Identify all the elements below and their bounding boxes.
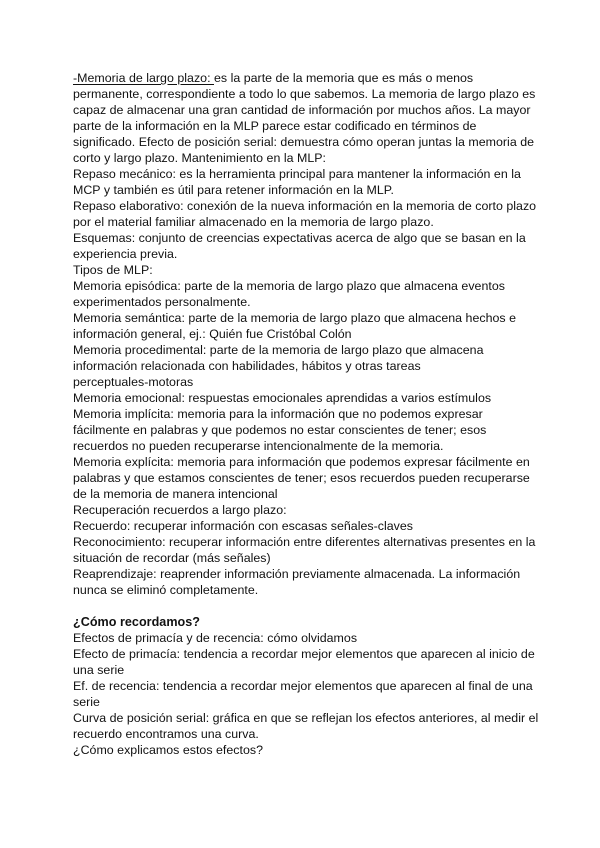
text-line: Repaso mecánico: es la herramienta principal para mantener la información en la [73, 167, 521, 181]
text-line: significado. Efecto de posición serial: demuestra cómo operan juntas la memoria de [73, 135, 535, 149]
text-line: parte de la información en la MLP parece estar codificado en términos de [73, 119, 477, 133]
text-line: información general, ej.: Quién fue Cristóbal Colón [73, 327, 352, 341]
text-line: de la memoria de manera intencional [73, 487, 278, 501]
text-line: experimentados personalmente. [73, 295, 251, 309]
text-line: palabras y que estamos conscientes de tener; esos recuerdos pueden recuperarse [73, 471, 530, 485]
text-line: Memoria implícita: memoria para la información que no podemos expresar [73, 407, 483, 421]
text-line: Efectos de primacía y de recencia: cómo olvidamos [73, 631, 358, 645]
text-line: serie [73, 695, 100, 709]
text-line: una serie [73, 663, 125, 677]
text-line: fácilmente en palabras y que podemos no estar conscientes de tener; esos [73, 423, 487, 437]
text-line: perceptuales-motoras [73, 375, 194, 389]
text-line: Curva de posición serial: gráfica en que se reflejan los efectos anteriores, al medir el [73, 711, 539, 725]
text-line: Reaprendizaje: reaprender información previamente almacenada. La información [73, 567, 521, 581]
text-line: información relacionada con habilidades, hábitos y otras tareas [73, 359, 421, 373]
text-line: Memoria emocional: respuestas emocionales aprendidas a varios estímulos [73, 391, 492, 405]
text-line: MCP y también es útil para retener información en la MLP. [73, 183, 394, 197]
intro-line [73, 70, 473, 86]
text-line: ¿Cómo explicamos estos efectos? [73, 743, 264, 757]
text-line: experiencia previa. [73, 247, 178, 261]
text-line: Esquemas: conjunto de creencias expectativas acerca de algo que se basan en la [73, 231, 526, 245]
text-line: permanente, correspondiente a todo lo que sabemos. La memoria de largo plazo es [73, 87, 536, 101]
text-line: Tipos de MLP: [73, 263, 153, 277]
text-line: Memoria procedimental: parte de la memoria de largo plazo que almacena [73, 343, 484, 357]
term-memoria-largo-plazo: -Memoria de largo plazo: [73, 71, 214, 85]
text-line: Repaso elaborativo: conexión de la nueva información en la memoria de corto plazo [73, 199, 537, 213]
text-line: Reconocimiento: recuperar información entre diferentes alternativas presentes en la [73, 535, 536, 549]
text-line: Memoria episódica: parte de la memoria de largo plazo que almacena eventos [73, 279, 505, 293]
text-line: Recuperación recuerdos a largo plazo: [73, 503, 287, 517]
section-heading: ¿Cómo recordamos? [73, 615, 200, 629]
text-line: Efecto de primacía: tendencia a recordar mejor elementos que aparecen al inicio de [73, 647, 535, 661]
text-line: nunca se eliminó completamente. [73, 583, 259, 597]
intro-definition: es la parte de la memoria que es más o menos [214, 71, 474, 85]
text-line: Recuerdo: recuperar información con escasas señales-claves [73, 519, 414, 533]
text-line: Ef. de recencia: tendencia a recordar mejor elementos que aparecen al final de una [73, 679, 533, 693]
text-line: recuerdos no pueden recuperarse intencionalmente de la memoria. [73, 439, 444, 453]
text-line: Memoria explícita: memoria para información que podemos expresar fácilmente en [73, 455, 530, 469]
text-line: corto y largo plazo. Mantenimiento en la MLP: [73, 151, 326, 165]
text-line: recuerdo encontramos una curva. [73, 727, 259, 741]
text-line: capaz de almacenar una gran cantidad de información por muchos años. La mayor [73, 103, 531, 117]
text-line: situación de recordar (más señales) [73, 551, 271, 565]
text-line: Memoria semántica: parte de la memoria de largo plazo que almacena hechos e [73, 311, 516, 325]
text-line: por el material familiar almacenado en la memoria de largo plazo. [73, 215, 434, 229]
